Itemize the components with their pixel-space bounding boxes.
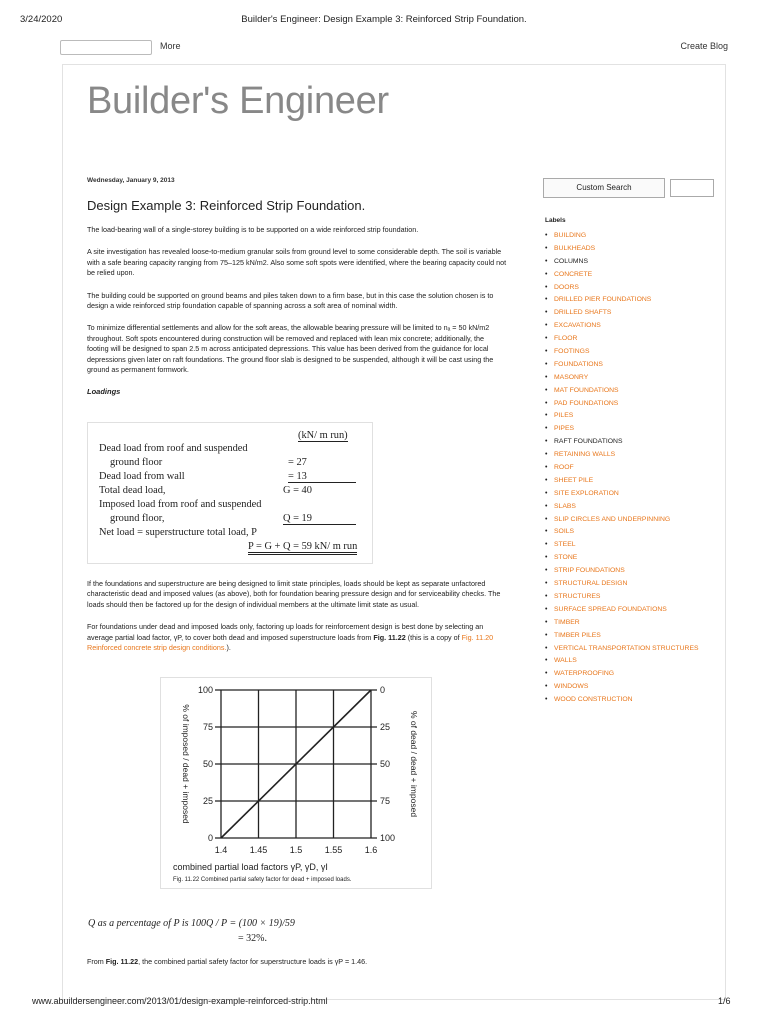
load-row4-label: Imposed load from roof and suspended — [99, 499, 262, 510]
label-item[interactable]: • SLABS — [545, 503, 715, 511]
label-item[interactable]: • EXCAVATIONS — [545, 322, 715, 330]
post-body-2 — [87, 567, 507, 653]
paragraph-4: To minimize differential settlements and allow for the soft areas, the allowable bearing pressure will be limited to nₐ = 50 kN/m2 throughout. Soft spots encountered during construction will be removed and replaced with lean mix concrete; additionally, the footing will be designed to span 2.5 m across anticipated depressions. This value has been derived from the guidance for local depressions given later on raft foundations. The ground floor slab is designed to be suspended, although it will be cast using the ground as permanent formwork. — [87, 323, 494, 375]
chart-y-right-tick-label: 50 — [380, 759, 391, 769]
load-row5-label: Net load = superstructure total load, P — [99, 527, 257, 538]
paragraph-6-text-3: ). — [226, 643, 231, 653]
chart-y-left-tick-label: 100 — [197, 685, 213, 695]
label-item[interactable]: • RETAINING WALLS — [545, 451, 715, 459]
paragraph-6-text: For foundations under dead and imposed loads only, factoring up loads for reinforcement design is best done by selecting an average partial load factor, γP, to cover both dead and imposed superstructure loads from — [87, 622, 484, 642]
formula-image — [88, 915, 313, 950]
blog-title[interactable]: Builder's Engineer — [87, 80, 389, 122]
label-item[interactable]: • SITE EXPLORATION — [545, 490, 715, 498]
paragraph-3: The building could be supported on ground beams and piles taken down to a firm base, but in this case the solution chosen is to design a wide reinforced strip foundation capable of spanning across a soft area of nominal width. — [87, 290, 494, 311]
chart-y-left-tick-label: 75 — [202, 722, 213, 732]
load-row4-value: Q = 19 — [283, 513, 356, 525]
partial-safety-factor-chart — [161, 678, 431, 888]
print-date: 3/24/2020 — [20, 14, 63, 25]
fig-11-20-link[interactable]: Fig. 11.20 Reinforced concrete strip design conditions. — [87, 632, 494, 653]
fig-ref-2: Fig. 11.22 — [105, 957, 139, 966]
label-item[interactable]: • STRUCTURAL DESIGN — [545, 580, 715, 588]
chart-y-left-label: % of imposed / dead + imposed — [181, 704, 191, 824]
label-item[interactable]: • BULKHEADS — [545, 245, 715, 253]
chart-y-left-tick-label: 50 — [202, 759, 213, 769]
fig-ref: Fig. 11.22 — [373, 632, 406, 642]
post-date: Wednesday, January 9, 2013 — [87, 177, 175, 184]
create-blog-link[interactable]: Create Blog — [680, 41, 728, 51]
label-item[interactable]: • TIMBER — [545, 619, 715, 627]
blogger-navbar — [0, 38, 768, 58]
label-item[interactable]: • SLIP CIRCLES AND UNDERPINNING — [545, 516, 715, 524]
chart-x-tick-label: 1.45 — [249, 845, 268, 855]
chart-figure — [160, 677, 432, 889]
load-row1-label-cont: ground floor — [110, 457, 163, 468]
label-item[interactable]: • STRUCTURES — [545, 593, 715, 601]
paragraph-6-text-2: (this is a copy of — [405, 632, 462, 642]
paragraph-7-text: From — [87, 957, 106, 966]
load-unit: (kN/ m run) — [298, 430, 348, 441]
label-item[interactable]: • DRILLED PIER FOUNDATIONS — [545, 296, 715, 304]
load-row2-value: = 13 — [288, 471, 356, 483]
formula-line-1: Q as a percentage of P is 100Q / P = (100 × 19)/59 — [88, 918, 295, 929]
chart-y-right-tick-label: 0 — [380, 685, 386, 695]
label-item[interactable]: • PIPES — [545, 425, 715, 433]
custom-search-button[interactable]: Custom Search — [543, 178, 665, 198]
chart-y-right-label: % of dead / dead + imposed — [409, 710, 419, 818]
paragraph-6 — [87, 622, 507, 653]
post-title[interactable]: Design Example 3: Reinforced Strip Foundation. — [87, 198, 366, 213]
load-row1-label: Dead load from roof and suspended — [99, 443, 248, 454]
label-item[interactable]: • SOILS — [545, 528, 715, 536]
chart-caption: Fig. 11.22 Combined partial safety factor for dead + imposed loads. — [173, 877, 352, 883]
label-item[interactable]: • SURFACE SPREAD FOUNDATIONS — [545, 606, 715, 614]
load-row1-value: = 27 — [288, 457, 307, 468]
chart-y-left-tick-label: 0 — [207, 833, 213, 843]
navbar-search-input[interactable] — [60, 40, 152, 55]
paragraph-7 — [87, 957, 367, 966]
load-row3-label: Total dead load, — [99, 485, 166, 496]
label-item[interactable]: • STRIP FOUNDATIONS — [545, 567, 715, 575]
custom-search-input[interactable] — [670, 179, 714, 197]
load-row3-value: G = 40 — [283, 485, 312, 496]
load-row2-label: Dead load from wall — [99, 471, 185, 482]
chart-x-tick-label: 1.5 — [289, 845, 303, 855]
label-item[interactable]: • STONE — [545, 554, 715, 562]
chart-y-right-tick-label: 25 — [380, 722, 391, 732]
print-url: www.abuildersengineer.com/2013/01/design-example-reinforced-strip.html — [32, 996, 328, 1006]
labels-list — [545, 232, 715, 709]
formula-line-2: = 32%. — [238, 933, 267, 944]
chart-x-tick-label: 1.4 — [214, 845, 228, 855]
label-item[interactable]: • WALLS — [545, 657, 715, 665]
chart-x-tick-label: 1.6 — [364, 845, 378, 855]
label-item[interactable]: • WINDOWS — [545, 683, 715, 691]
label-item: • RAFT FOUNDATIONS — [545, 438, 715, 446]
chart-x-tick-label: 1.55 — [324, 845, 343, 855]
label-item[interactable]: • PAD FOUNDATIONS — [545, 400, 715, 408]
label-item[interactable]: • DOORS — [545, 284, 715, 292]
chart-x-label: combined partial load factors γP, γD, γI — [173, 862, 328, 872]
label-item[interactable]: • FLOOR — [545, 335, 715, 343]
paragraph-7-text-2: , the combined partial safety factor for superstructure loads is γP = 1.46. — [138, 957, 368, 966]
label-item[interactable]: • WATERPROOFING — [545, 670, 715, 678]
chart-y-left-tick-label: 25 — [202, 796, 213, 806]
load-row4-label-cont: ground floor, — [110, 513, 165, 524]
label-item[interactable]: • CONCRETE — [545, 271, 715, 279]
load-table-image — [87, 422, 373, 564]
paragraph-1: The load-bearing wall of a single-storey building is to be supported on a wide reinforced strip foundation. — [87, 225, 419, 234]
label-item[interactable]: • BUILDING — [545, 232, 715, 240]
paragraph-2: A site investigation has revealed loose-to-medium granular soils from ground level to some considerable depth. The soil is variable with a safe bearing capacity ranging from 75–125 kN/m2. Also some soft spots were identified, where the bearing capacity could not be relied upon. — [87, 247, 507, 278]
label-item[interactable]: • FOOTINGS — [545, 348, 715, 356]
load-total: P = G + Q = 59 kN/ m run — [248, 541, 357, 555]
label-item[interactable]: • FOUNDATIONS — [545, 361, 715, 369]
label-item[interactable]: • PILES — [545, 412, 715, 420]
label-item[interactable]: • MAT FOUNDATIONS — [545, 387, 715, 395]
label-item[interactable]: • VERTICAL TRANSPORTATION STRUCTURES — [545, 645, 715, 653]
paragraph-5: If the foundations and superstructure are being designed to limit state principles, loads should be kept as separate unfactored characteristic dead and imposed values (as above), both for foundation bearing pressure design and for serviceability checks. The loads should then be factored up for the design of individual members at the ultimate limit state as usual. — [87, 579, 501, 609]
label-item[interactable]: • SHEET PILE — [545, 477, 715, 485]
label-item[interactable]: • DRILLED SHAFTS — [545, 309, 715, 317]
label-item[interactable]: • ROOF — [545, 464, 715, 472]
labels-heading: Labels — [545, 217, 566, 224]
navbar-more-link[interactable]: More — [160, 41, 181, 51]
label-item: • COLUMNS — [545, 258, 715, 266]
print-title: Builder's Engineer: Design Example 3: Reinforced Strip Foundation. — [241, 14, 527, 25]
label-item[interactable]: • TIMBER PILES — [545, 632, 715, 640]
label-item[interactable]: • STEEL — [545, 541, 715, 549]
loadings-heading: Loadings — [87, 387, 121, 397]
print-page-number: 1/6 — [718, 996, 731, 1006]
post-body — [87, 177, 507, 396]
label-item[interactable]: • MASONRY — [545, 374, 715, 382]
chart-y-right-tick-label: 75 — [380, 796, 391, 806]
chart-y-right-tick-label: 100 — [380, 833, 396, 843]
label-item[interactable]: • WOOD CONSTRUCTION — [545, 696, 715, 704]
